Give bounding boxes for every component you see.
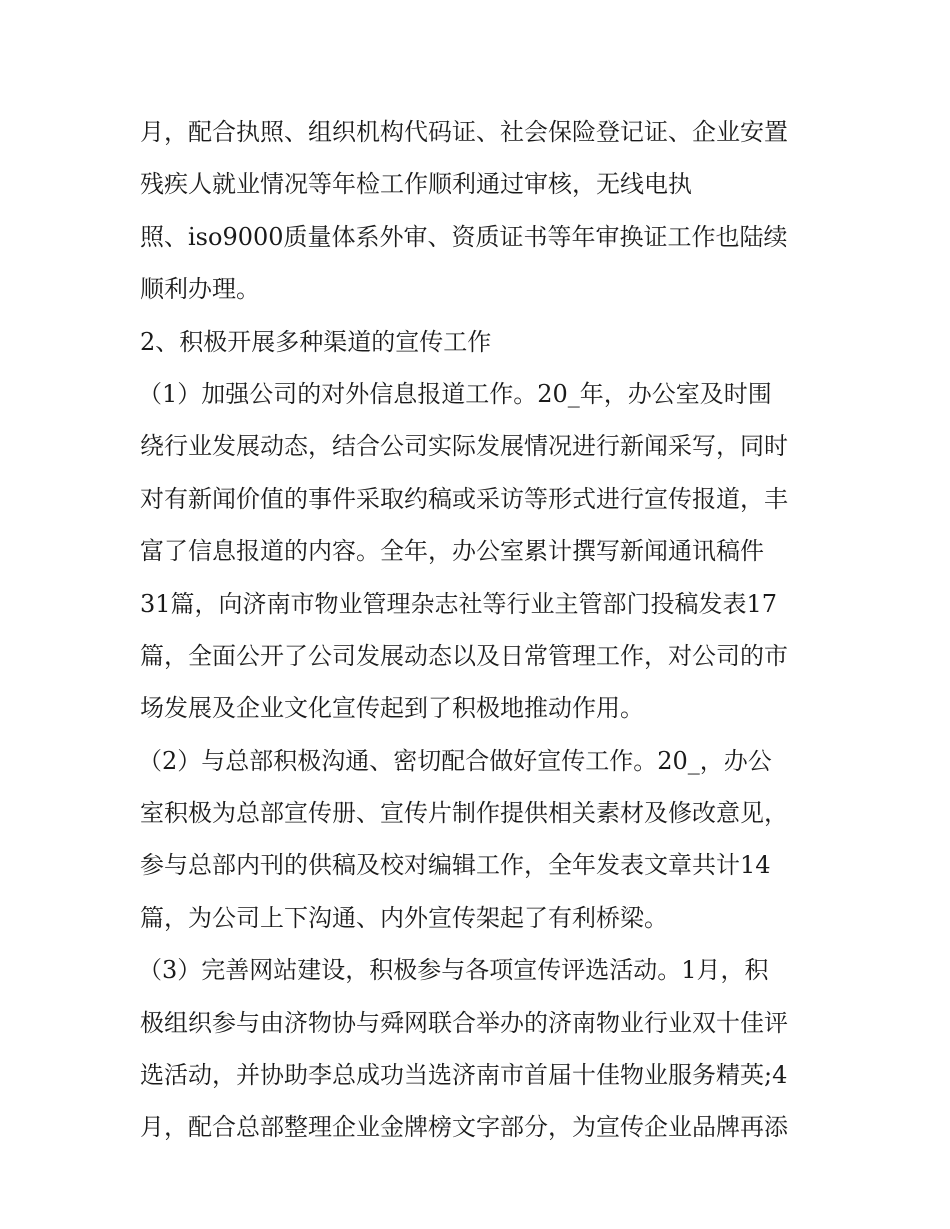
text-line: 残疾人就业情况等年检工作顺利通过审核，无线电执 — [140, 170, 692, 199]
text-line: 参与总部内刊的供稿及校对编辑工作，全年发表文章共计14 — [140, 851, 771, 880]
text-line: 月，配合执照、组织机构代码证、社会保险登记证、企业安置 — [140, 118, 788, 146]
document-body — [140, 106, 840, 1154]
text-line: 富了信息报道的内容。全年，办公室累计撰写新闻通讯稿件 — [140, 537, 764, 566]
text-line: 对有新闻价值的事件采取约稿或采访等形式进行宣传报道，丰 — [140, 484, 788, 513]
text-line: 月，配合总部整理企业金牌榜文字部分，为宣传企业品牌再添 — [140, 1113, 788, 1142]
text-line: 室积极为总部宣传册、宣传片制作提供相关素材及修改意见， — [140, 799, 788, 828]
text-line: 顺利办理。 — [140, 275, 260, 304]
text-line: 照、iso9000质量体系外审、资质证书等年审换证工作也陆续 — [140, 222, 788, 251]
paragraph-start: （1）加强公司的对外信息报道工作。20_年，办公室及时围 — [138, 379, 772, 408]
text-line: 选活动，并协助李总成功当选济南市首届十佳物业服务精英;4 — [140, 1061, 788, 1090]
section-heading: 2、积极开展多种渠道的宣传工作 — [140, 327, 492, 356]
paragraph-start: （3）完善网站建设，积极参与各项宣传评选活动。1月，积 — [138, 956, 769, 985]
paragraph-start: （2）与总部积极沟通、密切配合做好宣传工作。20_，办公 — [138, 746, 772, 775]
text-line: 篇，为公司上下沟通、内外宣传架起了有利桥梁。 — [140, 903, 668, 932]
text-line: 篇，全面公开了公司发展动态以及日常管理工作，对公司的市 — [140, 641, 788, 670]
text-line: 场发展及企业文化宣传起到了积极地推动作用。 — [140, 694, 644, 723]
text-line: 极组织参与由济物协与舜网联合举办的济南物业行业双十佳评 — [140, 1008, 788, 1037]
text-line: 绕行业发展动态，结合公司实际发展情况进行新闻采写，同时 — [140, 432, 788, 461]
text-line: 31篇，向济南市物业管理杂志社等行业主管部门投稿发表17 — [140, 589, 778, 618]
